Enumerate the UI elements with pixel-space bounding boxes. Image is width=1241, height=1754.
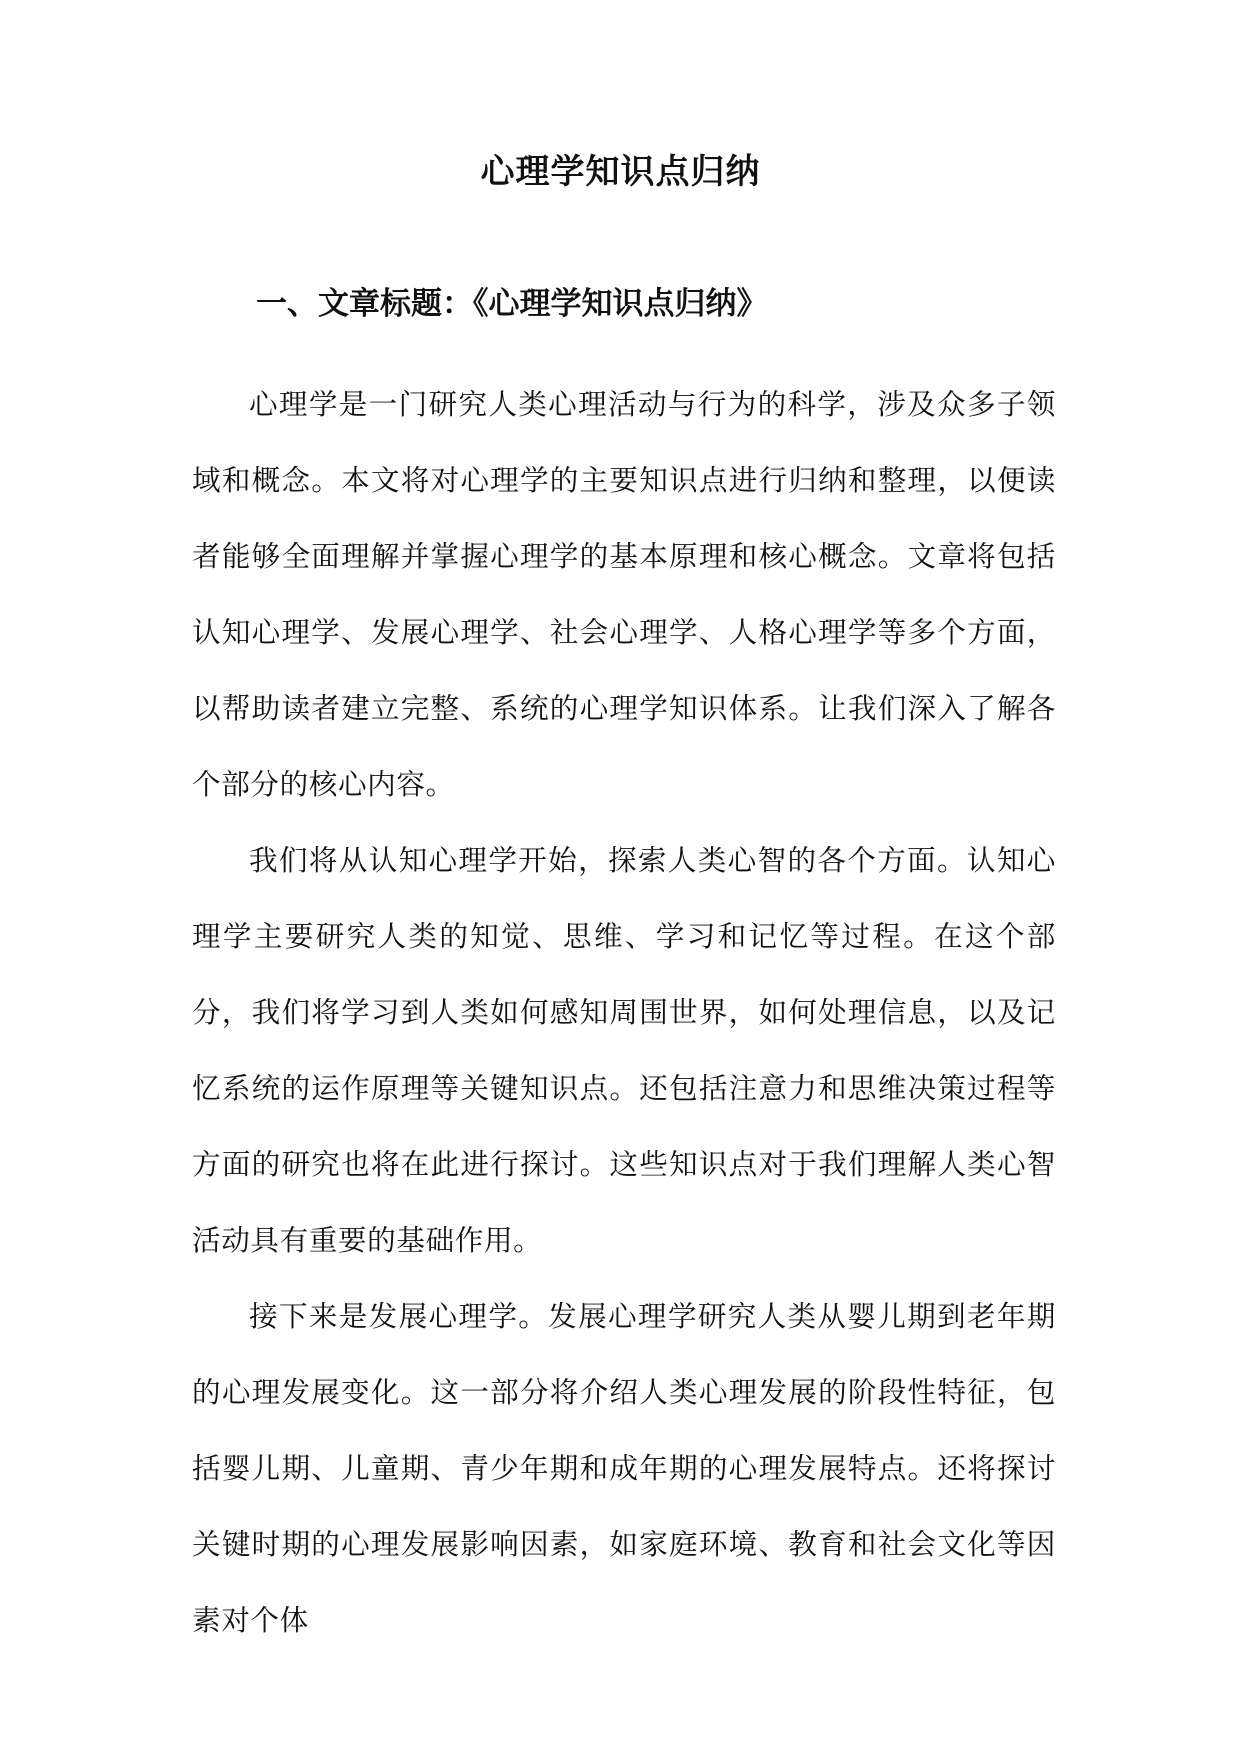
paragraph-cognitive: 我们将从认知心理学开始，探索人类心智的各个方面。认知心理学主要研究人类的知觉、思维、学习和记忆等过程。在这个部分，我们将学习到人类如何感知周围世界，如何处理信息，以及记忆系统的运作原理等关键知识点。还包括注意力和思维决策过程等方面的研究也将在此进行探讨。这些知识点对于我们理解人类心智活动具有重要的基础作用。 [192, 843, 1056, 1257]
paragraph-developmental: 接下来是发展心理学。发展心理学研究人类从婴儿期到老年期的心理发展变化。这一部分将介绍人类心理发展的阶段性特征，包括婴儿期、儿童期、青少年期和成年期的心理发展特点。还将探讨关键时期的心理发展影响因素，如家庭环境、教育和社会文化等因素对个体 [192, 1299, 1056, 1637]
document-title: 心理学知识点归纳 [480, 152, 761, 192]
section-heading: 一、文章标题：《心理学知识点归纳》 [256, 286, 768, 322]
paragraph-intro: 心理学是一门研究人类心理活动与行为的科学，涉及众多子领域和概念。本文将对心理学的主要知识点进行归纳和整理，以便读者能够全面理解并掌握心理学的基本原理和核心概念。文章将包括认知心理学、发展心理学、社会心理学、人格心理学等多个方面，以帮助读者建立完整、系统的心理学知识体系。让我们深入了解各个部分的核心内容。 [192, 387, 1056, 801]
document-body [192, 366, 1056, 1658]
